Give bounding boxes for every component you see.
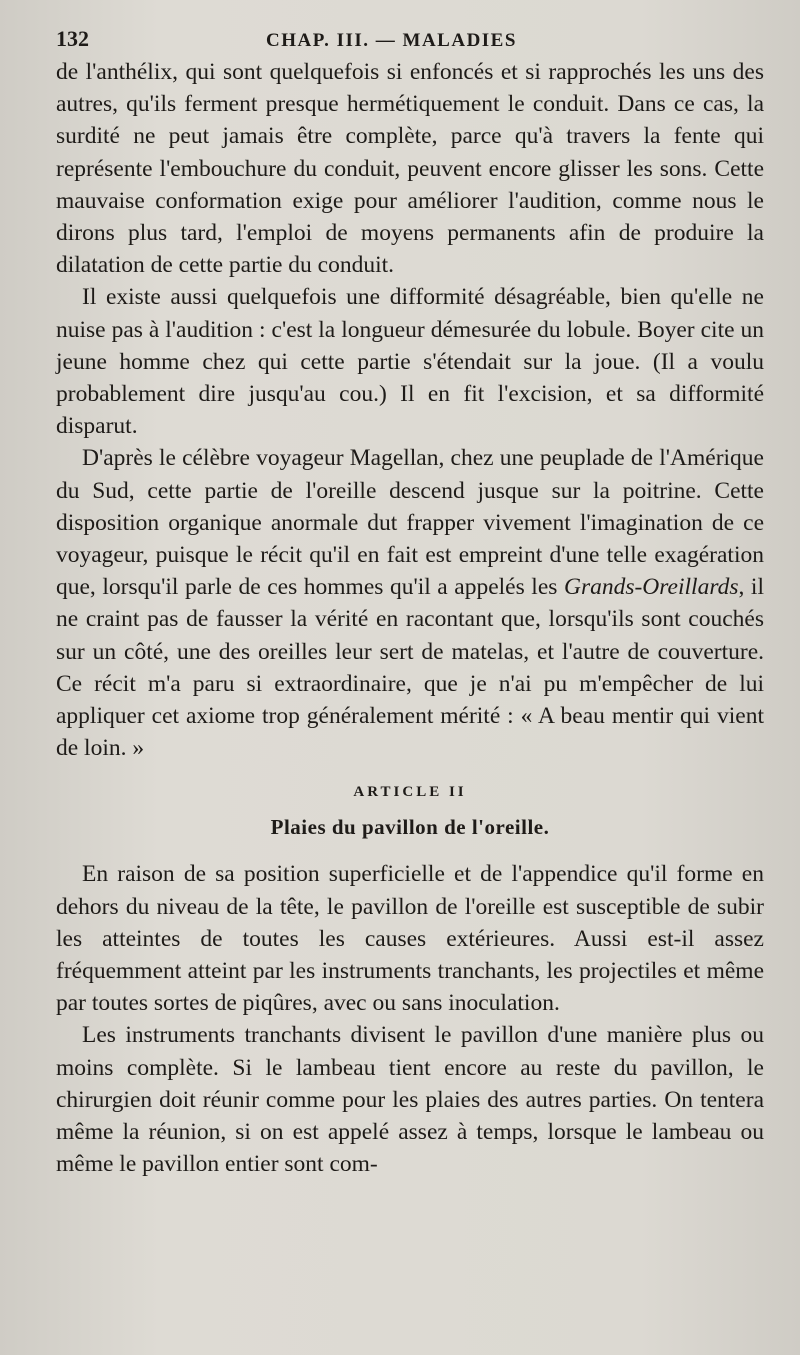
- paragraph-text: , il ne craint pas de fausser la vérité en racontant que, lorsqu'ils sont couchés sur un côté, une des oreilles leur sert de matelas, et l'autre de couverture. Ce récit m'a paru si extraordinaire, que je n'ai pu m'empêcher de lui appliquer cet axiome trop généralement mérité : « A beau mentir qui vient de loin. »: [56, 574, 764, 762]
- paragraph-text: Les instruments tranchants divisent le pavillon d'une manière plus ou moins complète. Si le lambeau tient encore au reste du pavillon, le chirurgien doit réunir comme pour les plaies des autres parties. On tentera même la réunion, si on est appelé assez à temps, lorsque le lambeau ou même le pavillon entier sont com-: [56, 1022, 764, 1178]
- paragraph-text: Il existe aussi quelquefois une difformité désagréable, bien qu'elle ne nuise pas à l'audition : c'est la longueur démesurée du lobule. Boyer cite un jeune homme chez qui cette partie s'étendait sur la joue. (Il a voulu probablement dire jusqu'au cou.) Il en fit l'excision, et sa difformité disparut.: [56, 284, 764, 440]
- paragraph: [56, 1019, 764, 1180]
- italic-term: Grands-Oreillards: [563, 574, 739, 601]
- paragraph-text: de l'anthélix, qui sont quelquefois si enfoncés et si rapprochés les uns des autres, qu'ils ferment presque hermétiquement le conduit. Dans ce cas, la surdité ne peut jamais être complète, parce qu'à travers la fente qui représente l'embouchure du conduit, peuvent encore glisser les sons. Cette mauvaise conformation exige pour améliorer l'audition, comme nous le dirons plus tard, l'emploi de moyens permanents afin de produire la dilatation de cette partie du conduit.: [56, 59, 764, 279]
- article-title: Plaies du pavillon de l'oreille.: [270, 815, 550, 840]
- paragraph: [56, 281, 764, 442]
- running-title: CHAP. III. — MALADIES: [266, 30, 517, 51]
- paragraph-text: D'après le célèbre voyageur Magellan, chez une peuplade de l'Amérique du Sud, cette partie de l'oreille descend jusque sur la poitrine. Cette disposition organique anormale dut frapper vivement l'imagination de ce voyageur, puisque le récit qu'il en fait est empreint d'une telle exagération que, lorsqu'il parle de ces hommes qu'il a appelés les: [56, 445, 764, 601]
- body-text: [56, 56, 764, 1181]
- paragraph-text: En raison de sa position superficielle et de l'appendice qu'il forme en dehors du niveau de la tête, le pavillon de l'oreille est susceptible de subir les atteintes de toutes les causes extérieures. Aussi est-il assez fréquemment atteint par les instruments tranchants, les projectiles et même par toutes sortes de piqûres, avec ou sans inoculation.: [56, 861, 764, 1017]
- paragraph: [56, 442, 764, 764]
- article-label: ARTICLE II: [353, 784, 467, 801]
- paragraph: [56, 858, 764, 1019]
- page-number: 132: [56, 26, 89, 51]
- running-head: [56, 26, 764, 56]
- paragraph-continued: [56, 56, 764, 281]
